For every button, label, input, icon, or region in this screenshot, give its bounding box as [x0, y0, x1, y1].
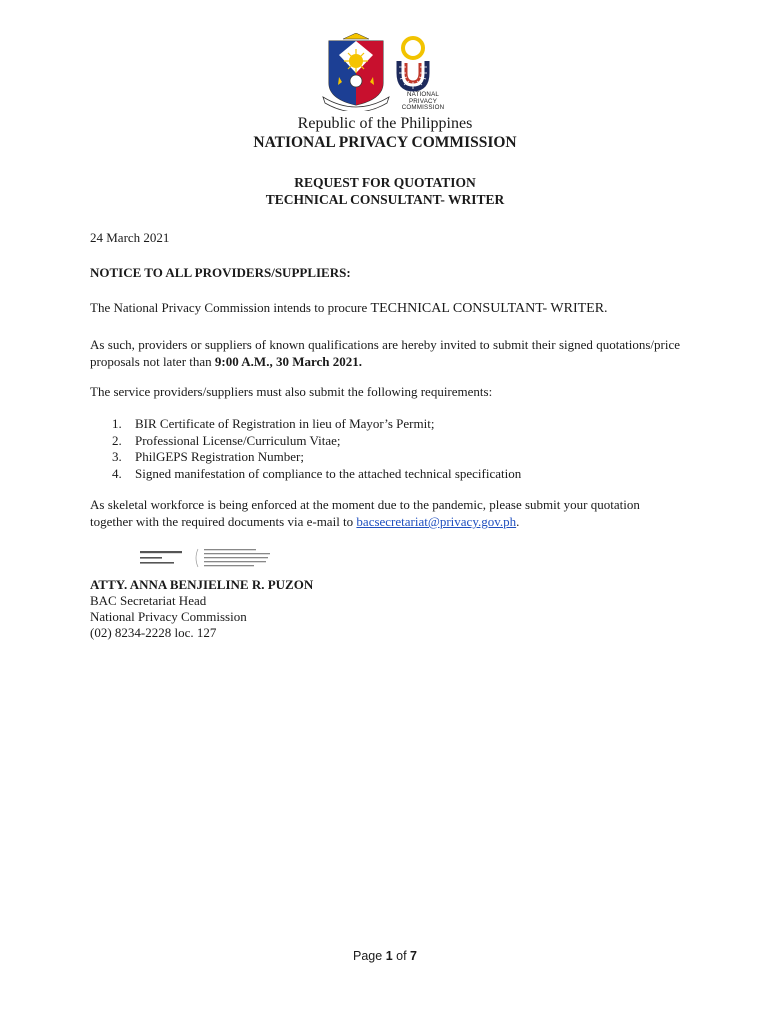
- document-date: 24 March 2021: [90, 230, 170, 245]
- list-item: [90, 449, 650, 466]
- page-label: Page: [353, 949, 386, 963]
- intent-item: TECHNICAL CONSULTANT- WRITER.: [370, 301, 608, 316]
- intent-paragraph: [90, 299, 680, 317]
- list-item-number: 1.: [112, 416, 122, 431]
- requirements-intro: The service providers/suppliers must also submit the following requirements:: [90, 384, 493, 399]
- page-of: of: [392, 949, 411, 963]
- signatory-title: BAC Secretariat Head: [90, 593, 207, 608]
- list-item-text: Signed manifestation of compliance to the attached technical specification: [135, 465, 522, 481]
- list-item-number: 4.: [112, 465, 122, 481]
- page-total: 7: [410, 949, 417, 963]
- list-item-number: 3.: [112, 449, 122, 464]
- agency-heading: NATIONAL PRIVACY COMMISSION: [253, 134, 517, 151]
- list-item: [90, 433, 650, 450]
- npc-logo-line-1: NATIONAL: [406, 91, 440, 98]
- page-current: 1: [385, 949, 393, 963]
- list-item-number: 2.: [112, 432, 122, 448]
- digital-signature-image: [140, 548, 280, 568]
- submission-text: As skeletal workforce is being enforced at the moment due to the pandemic, please submit your quotation together with the required documents via e-mail to: [90, 497, 640, 529]
- page-number: [0, 949, 770, 963]
- npc-logo-text: [393, 92, 453, 112]
- invitation-paragraph: [90, 336, 680, 370]
- philippine-seal-logo: [321, 33, 391, 111]
- list-item: [90, 466, 650, 483]
- list-item-text: BIR Certificate of Registration in lieu of Mayor’s Permit;: [135, 416, 435, 431]
- submission-suffix: .: [516, 514, 520, 529]
- list-item: [90, 416, 650, 433]
- document-subtitle: TECHNICAL CONSULTANT- WRITER: [265, 192, 505, 207]
- email-link[interactable]: bacsecretariat@privacy.gov.ph: [356, 514, 517, 529]
- list-item-text: PhilGEPS Registration Number;: [135, 449, 304, 464]
- notice-heading: NOTICE TO ALL PROVIDERS/SUPPLIERS:: [90, 265, 351, 280]
- submission-paragraph: [90, 496, 680, 530]
- invitation-text: As such, providers or suppliers of known qualifications are hereby invited to submit their signed quotations/price proposals not later than: [90, 337, 680, 369]
- intent-text: The National Privacy Commission intends to procure: [90, 300, 371, 315]
- npc-logo-line-3: COMMISSION: [401, 104, 445, 112]
- npc-logo-line-2: PRIVACY: [408, 97, 438, 105]
- republic-heading: Republic of the Philippines: [297, 115, 473, 132]
- signatory-name: ATTY. ANNA BENJIELINE R. PUZON: [90, 577, 314, 592]
- document-title: REQUEST FOR QUOTATION: [294, 175, 476, 190]
- signatory-phone: (02) 8234-2228 loc. 127: [90, 625, 217, 640]
- header-logos: [321, 33, 445, 113]
- signatory-organization: National Privacy Commission: [90, 609, 247, 624]
- deadline-text: 9:00 A.M., 30 March 2021.: [214, 354, 362, 369]
- requirements-list: [90, 416, 650, 482]
- list-item-text: Professional License/Curriculum Vitae;: [135, 432, 341, 448]
